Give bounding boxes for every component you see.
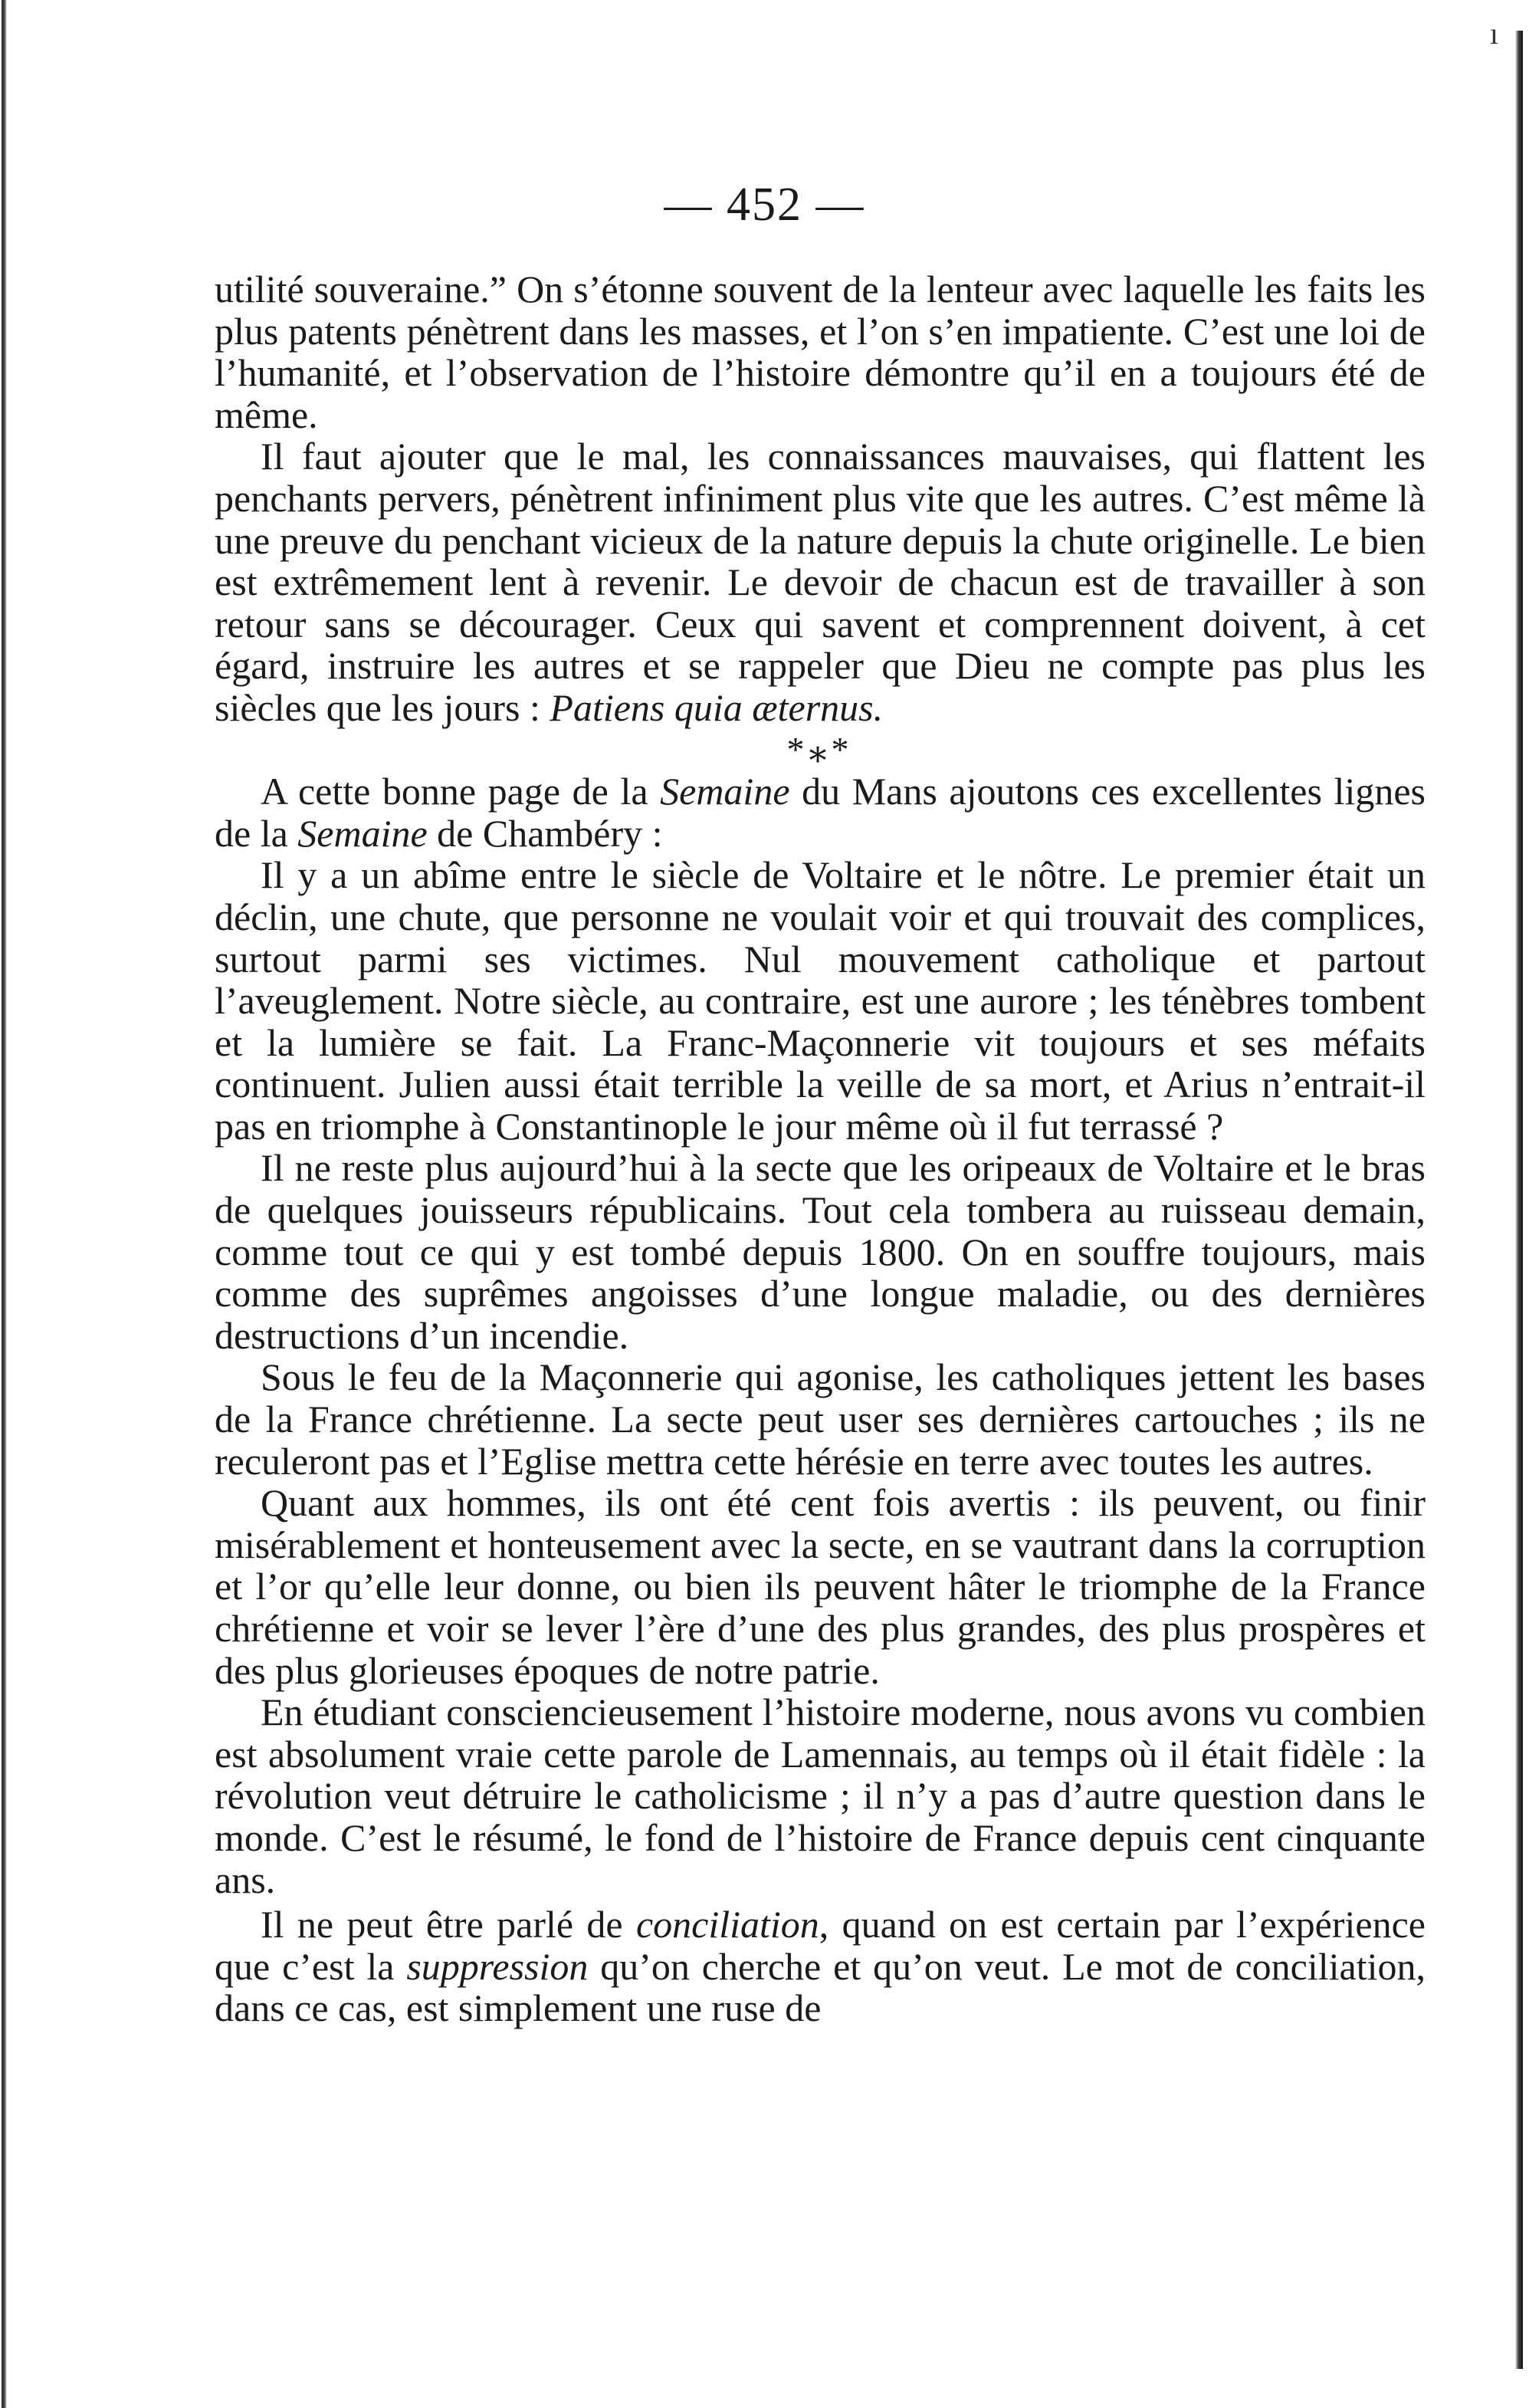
paragraph-hommes: Quant aux hommes, ils ont été cent fois avertis : ils peuvent, ou finir misérablement et honteusement avec la secte, en se vautrant dans la corruption et l’or qu’elle leur donne, ou bien ils peuvent hâter le triomphe de la France chrétienne et voir se lever l’ère d’une des plus grandes, des plus prospères et des plus glorieuses époques de notre patrie. xyxy=(215,1481,1426,1692)
paragraph-intro-chambery xyxy=(215,770,1426,854)
scan-edge-right xyxy=(1515,31,1523,2369)
suppression-word: suppression xyxy=(406,1944,589,1988)
conciliation-text-2: , quand on est certain par l’expérience que c’est la xyxy=(215,1903,1426,1988)
intro-text-3: de Chambéry : xyxy=(427,811,663,855)
paragraph-maconnerie: Sous le feu de la Maçonnerie qui agonise, les catholiques jettent les bases de la France chrétienne. La secte peut user ses dernières cartouches ; ils ne reculeront pas et l’Eglise mettra cette hérésie en terre avec toutes les autres. xyxy=(215,1355,1426,1483)
paragraph-conciliation xyxy=(215,1904,1426,2029)
intro-text-1: A cette bonne page de la xyxy=(261,770,661,813)
paragraph-voltaire: Il y a un abîme entre le siècle de Voltaire et le nôtre. Le premier était un déclin, une chute, que personne ne voulait voir et qui trouvait des complices, surtout parmi ses victimes. Nul mouvement catholique et partout l’aveuglement. Notre siècle, au contraire, est une aurore ; les ténèbres tombent et la lumière se fait. La Franc-Maçonnerie vit toujours et ses méfaits continuent. Julien aussi était terrible la veille de sa mort, et Arius n’entrait-il pas en triomphe à Constantinople le jour même où il fut terrassé ? xyxy=(215,853,1426,1148)
semaine-title-2: Semaine xyxy=(297,811,428,855)
paragraph-1: utilité souveraine.” On s’étonne souvent de la lenteur avec laquelle les faits les plus patents pénètrent dans les masses, et l’on s’en impatiente. C’est une loi de l’humanité, et l’observation de l’histoire démontre qu’il en a toujours été de même. xyxy=(215,268,1426,436)
corner-mark: ı xyxy=(1489,16,1498,51)
intro-text-2: du Mans ajoutons ces excellentes lignes de la xyxy=(215,770,1426,855)
paragraph-2-text: Il faut ajouter que le mal, les connaissances mauvaises, qui flattent les penchants pervers, pénètrent infiniment plus vite que les autres. C’est même là une preuve du penchant vicieux de la nature depuis la chute originelle. Le bien est extrêmement lent à revenir. Le devoir de chacun est de travailler à son retour sans se décourager. Ceux qui savent et comprennent doivent, à cet égard, instruire les autres et se rappeler que Dieu ne compte pas plus les siècles que les jours : xyxy=(215,435,1426,729)
latin-quote: Patiens quia æternus. xyxy=(550,685,884,729)
semaine-title-1: Semaine xyxy=(660,770,790,813)
scan-edge-left xyxy=(2,0,7,2408)
page-text xyxy=(215,268,1426,2029)
asterism-separator: *⁎* xyxy=(786,729,854,769)
paragraph-lamennais: En étudiant consciencieusement l’histoire moderne, nous avons vu combien est absolument vraie cette parole de Lamennais, au temps où il était fidèle : la révolution veut détruire le catholicisme ; il n’y a pas d’autre question dans le monde. C’est le résumé, le fond de l’histoire de France depuis cent cinquante ans. xyxy=(215,1690,1426,1901)
conciliation-text-1: Il ne peut être parlé de xyxy=(261,1903,636,1946)
paragraph-oripeaux: Il ne reste plus aujourd’hui à la secte que les oripeaux de Voltaire et le bras de quelques jouisseurs républicains. Tout cela tombera au ruisseau demain, comme tout ce qui y est tombé depuis 1800. On en souffre toujours, mais comme des suprêmes angoisses d’une longue maladie, ou des dernières destructions d’un incendie. xyxy=(215,1146,1426,1357)
page-number: — 452 — xyxy=(664,179,865,231)
conciliation-word: conciliation xyxy=(635,1903,819,1946)
conciliation-text-3: qu’on cherche et qu’on veut. Le mot de conciliation, dans ce cas, est simplement une ruse de xyxy=(215,1944,1426,2030)
paragraph-2 xyxy=(215,435,1426,728)
